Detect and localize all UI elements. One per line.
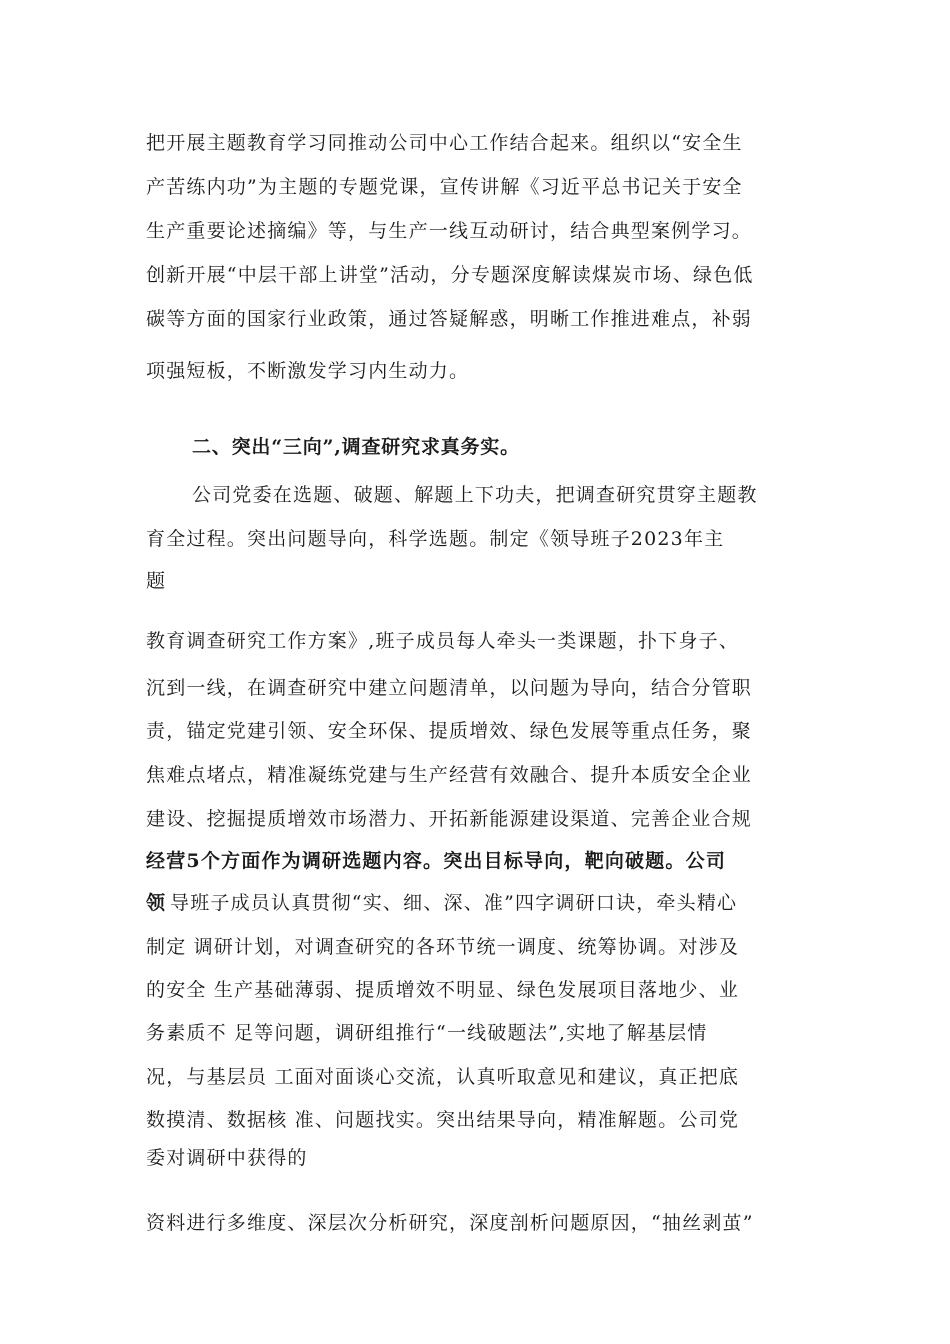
paragraph-line: 制定 调研计划，对调查研究的各环节统一调度、统筹协调。对涉及 — [146, 936, 740, 958]
paragraph-line: 数摸清、数据核 准、问题找实。突出结果导向，精准解题。公司党 — [146, 1109, 740, 1131]
paragraph-line: 委对调研中获得的 — [146, 1147, 308, 1169]
paragraph-line: 焦难点堵点，精准凝练党建与生产经营有效融合、提升本质安全企业 — [146, 764, 753, 786]
paragraph-line: 务素质不 足等问题，调研组推行“一线破题法”,实地了解基层情 — [146, 1022, 708, 1044]
paragraph-line: 碳等方面的国家行业政策，通过答疑解惑，明晰工作推进难点，补弱 — [146, 308, 753, 330]
paragraph-line: 把开展主题教育学习同推动公司中心工作结合起来。组织以“安全生 — [146, 132, 743, 154]
paragraph-line: 况，与基层员 工面对面谈心交流，认真听取意见和建议，真正把底 — [146, 1066, 740, 1088]
paragraph-line: 生产重要论述摘编》等，与生产一线互动研讨，结合典型案例学习。 — [146, 220, 753, 242]
paragraph-line: 项强短板，不断激发学习内生动力。 — [146, 360, 470, 382]
paragraph-line: 导班子成员认真贯彻“实、细、深、准”四字调研口诀，牵头精心 — [170, 892, 738, 914]
paragraph-line: 题 — [146, 570, 167, 592]
section-heading: 二、突出“三向”,调查研究求真务实。 — [192, 436, 520, 458]
paragraph-line: 责，锚定党建引领、安全环保、提质增效、绿色发展等重点任务，聚 — [146, 720, 753, 742]
paragraph-line: 教育调查研究工作方案》,班子成员每人牵头一类课题，扑下身子、 — [146, 630, 740, 652]
paragraph-line: 产苦练内功”为主题的专题党课，宣传讲解《习近平总书记关于安全 — [146, 176, 743, 198]
paragraph-line: 沉到一线，在调查研究中建立问题清单，以问题为导向，结合分管职 — [146, 677, 753, 699]
paragraph-line: 经营5个方面作为调研选题内容。突出目标导向，靶向破题。公司 — [146, 850, 727, 872]
paragraph-line: 的安全 生产基础薄弱、提质增效不明显、绿色发展项目落地少、业 — [146, 979, 740, 1001]
paragraph-line: 资料进行多维度、深层次分析研究，深度剖析问题原因，“抽丝剥茧” — [146, 1212, 754, 1234]
paragraph-line: 建设、挖掘提质增效市场潜力、开拓新能源建设渠道、完善企业合规 — [146, 808, 753, 830]
paragraph-line: 公司党委在选题、破题、解题上下功夫，把调查研究贯穿主题教 — [192, 484, 758, 506]
paragraph-line: 领 — [146, 892, 167, 914]
paragraph-line: 育全过程。突出问题导向，科学选题。制定《领导班子2023年主 — [146, 528, 725, 550]
paragraph-line: 创新开展“中层干部上讲堂”活动，分专题深度解读煤炭市场、绿色低 — [146, 264, 754, 286]
